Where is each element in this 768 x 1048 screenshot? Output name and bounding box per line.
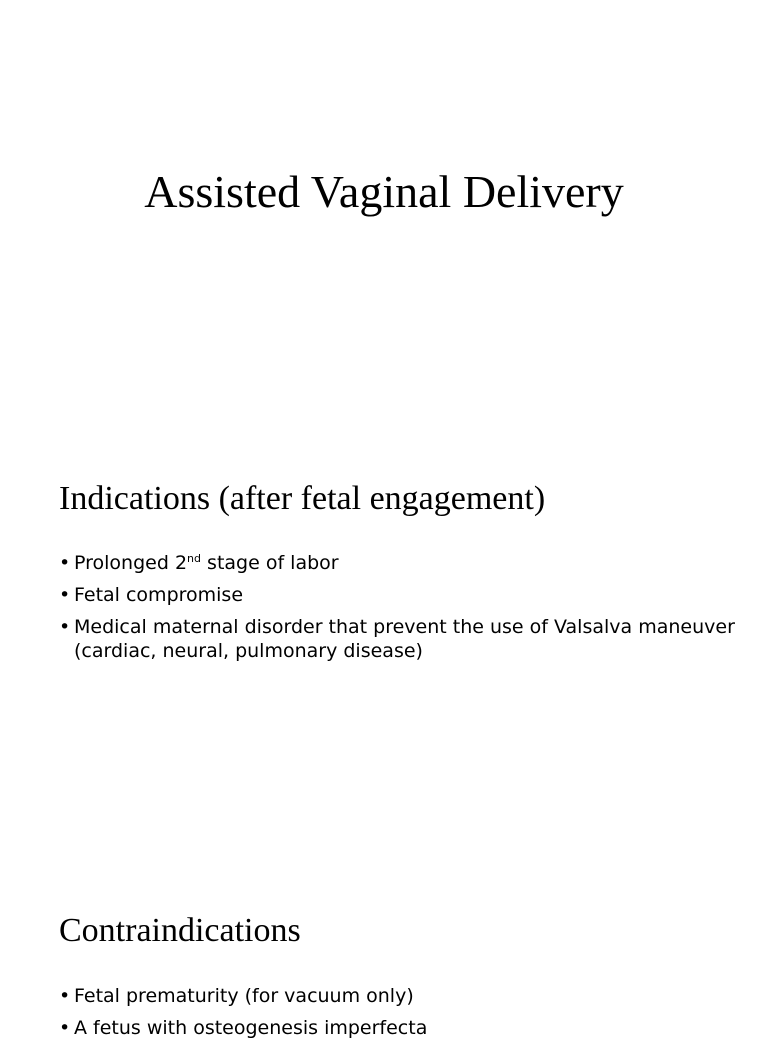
indications-list bbox=[59, 551, 749, 671]
item-text: A fetus with osteogenesis imperfecta bbox=[74, 1017, 428, 1039]
item-text: Fetal compromise bbox=[74, 584, 244, 606]
bullet-icon: • bbox=[59, 616, 71, 638]
bullet-icon: • bbox=[59, 1017, 71, 1039]
bullet-icon: • bbox=[59, 985, 71, 1007]
contraindications-heading: Contraindications bbox=[59, 912, 301, 949]
contraindications-list bbox=[59, 984, 749, 1048]
item-text-line-2: (cardiac, neural, pulmonary disease) bbox=[74, 640, 423, 662]
item-text: Fetal prematurity (for vacuum only) bbox=[74, 985, 414, 1007]
indications-heading: Indications (after fetal engagement) bbox=[59, 480, 546, 517]
list-item bbox=[59, 1016, 749, 1040]
list-item bbox=[59, 551, 749, 575]
list-item bbox=[59, 984, 749, 1008]
bullet-icon: • bbox=[59, 584, 71, 606]
list-item bbox=[59, 615, 749, 663]
slide-title: Assisted Vaginal Delivery bbox=[144, 166, 624, 217]
item-text-line-1: Medical maternal disorder that prevent the use of Valsalva maneuver bbox=[74, 616, 735, 638]
ordinal-superscript: nd bbox=[187, 552, 201, 565]
bullet-icon: • bbox=[59, 552, 71, 574]
item-text-continued: stage of labor bbox=[201, 552, 339, 574]
list-item bbox=[59, 583, 749, 607]
item-text: Prolonged 2 bbox=[74, 552, 188, 574]
